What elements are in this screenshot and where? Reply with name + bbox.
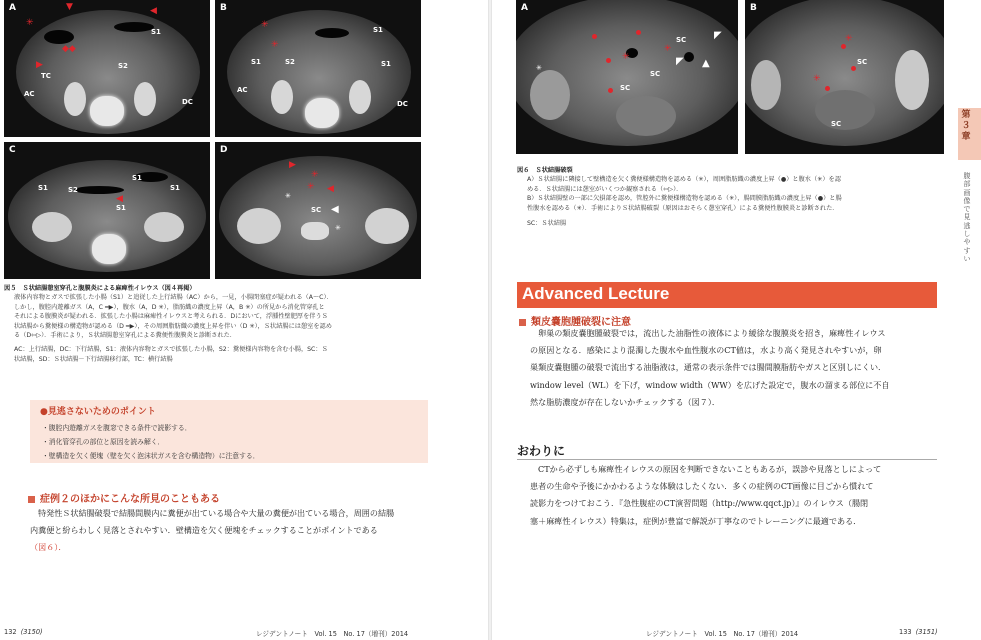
body-line: 特発性Ｓ状結腸破裂で結腸間膜内に糞便が出ている場合や大量の糞便が出ている場合，周囲の結腸 — [38, 508, 395, 518]
point-box-title: ●見逃さないためのポイント — [40, 407, 156, 417]
figure-tag: SC — [650, 70, 661, 78]
conclusion-heading: おわりに — [517, 444, 566, 458]
ct-image-5c — [4, 142, 210, 279]
ct-image-5a — [4, 0, 210, 137]
figure-tag: DC — [397, 100, 408, 108]
figure-tag: AC — [24, 90, 35, 98]
journal-name: レジデントノート Vol. 15 No. 17（増刊）2014 — [256, 630, 409, 638]
arrow-marker: ◀ — [150, 6, 157, 16]
section-bullet-icon — [28, 496, 35, 503]
conclusion-body — [530, 461, 940, 530]
asterisk-marker: ✳ — [813, 74, 821, 84]
figure-tag: SC — [620, 84, 631, 92]
figure-6-caption — [517, 166, 945, 228]
ct-image-6b — [745, 0, 944, 154]
figure-label: B — [750, 3, 757, 13]
caption-abbrev: AC：上行結腸，DC：下行結腸，S1：液体内容物とガスで拡張した小腸，S2：糞便様内容物を含む小腸，SC：Ｓ — [14, 346, 328, 354]
advanced-lecture-title: Advanced Lecture — [522, 284, 670, 303]
asterisk-marker: ✳ — [26, 18, 34, 28]
figure-label: C — [9, 145, 16, 155]
section-heading — [28, 490, 220, 505]
figure-tag: SC — [857, 58, 868, 66]
figure-tag: S1 — [373, 26, 383, 34]
figure-tag: S1 — [116, 204, 126, 212]
section-2-body — [30, 505, 450, 557]
figure-tag: DC — [182, 98, 193, 106]
figure-tag: S1 — [151, 28, 161, 36]
footer-right — [899, 628, 938, 636]
caption-line: 性腹水を認める（✳）．手術によりＳ状結腸破裂（原因はおそらく憩室穿孔）による糞便性腹膜炎と診断された． — [527, 204, 839, 212]
figure-tag: S2 — [285, 58, 295, 66]
arrow-marker: ▼ — [66, 2, 73, 12]
asterisk-marker: ✳ — [311, 170, 319, 180]
figure-6-title: 図６ Ｓ状結腸破裂 — [517, 167, 573, 174]
figure-tag: AC — [237, 86, 248, 94]
ct-image-6a — [516, 0, 738, 154]
section-bullet-icon — [519, 319, 526, 326]
divider — [517, 459, 937, 460]
figure-tag: S1 — [132, 174, 142, 182]
body-line: 然な脂肪濃度が存在しないかチェックする（図７）． — [530, 396, 720, 407]
arrow-marker: ◀ — [327, 184, 334, 194]
journal-name: レジデントノート Vol. 15 No. 17（増刊）2014 — [646, 630, 799, 638]
ct-image-5b — [215, 0, 421, 137]
figure-tag: TC — [41, 72, 51, 80]
body-line: 読影力をつけておこう．『急性腹症のCT演習問題（http://www.qqct.jp）』のイレウス（腸閉 — [530, 498, 869, 509]
diverticulum-arrow: ◤ — [676, 56, 684, 67]
page-number: 133 — [899, 628, 912, 636]
section-title: 症例２のほかにこんな所見のこともある — [40, 494, 220, 505]
chapter-tab — [958, 108, 981, 160]
body-line: 巣類皮嚢胞腫の破裂で流出する油脂液は，通常の表示条件では腸間膜脂肪やガスと区別しにくい． — [530, 362, 887, 373]
asterisk-marker: ✳ — [307, 182, 315, 192]
figure-tag: S1 — [381, 60, 391, 68]
figure-tag: SC — [311, 206, 322, 214]
figure-6-reference: （図６）． — [30, 542, 67, 553]
figure-5-title: 図５ Ｓ状結腸憩室穿孔と腹膜炎による麻痺性イレウス（図４再掲） — [4, 285, 196, 292]
figure-tag: S2 — [68, 186, 78, 194]
caption-line: B）Ｓ状結腸壁の一部に欠損部を認め，管腔外に糞便様構造物を認める（✳），腸間膜脂肪織の濃度上昇（●）と腸 — [527, 195, 842, 203]
figure-5-caption — [4, 284, 434, 364]
figure-label: D — [220, 145, 228, 155]
caption-line: 状結腸から糞便様の構造物が認める（D ━▶），その周囲脂肪織の濃度上昇を伴い（D ✳），Ｓ状結腸には憩室を認め — [14, 322, 332, 330]
footer-left — [4, 628, 43, 636]
body-line: window level（WL）を下げ，window width（WW）を広げた設定で，腹水の溜まる部位に不自 — [530, 379, 890, 390]
caption-line: それによる腹膜炎が疑われる．拡張した小腸は麻痺性イレウスと考えられる．Dにおいて，浮腫性壁肥厚を伴うＳ — [14, 313, 328, 321]
asterisk-marker: ✳ — [536, 64, 542, 72]
body-line: CTから必ずしも麻痺性イレウスの原因を判断できないこともあるが，誤診や見落としによって — [538, 464, 882, 474]
figure-tag: SC — [676, 36, 687, 44]
caption-abbrev: SC：Ｓ状結腸 — [527, 220, 567, 228]
caption-line: る（D⇦▷）．手術により，Ｓ状結腸憩室穿孔による糞便性腹膜炎と診断された． — [14, 332, 236, 340]
ct-image-5d — [215, 142, 421, 279]
figure-tag: SC — [831, 120, 842, 128]
caption-line: める．Ｓ状結腸には憩室がいくつか観察される（⇦▷）． — [527, 185, 683, 193]
point-item: ・消化管穿孔の部位と原因を読み解く． — [42, 438, 165, 446]
figure-tag: S2 — [118, 62, 128, 70]
figure-tag: S1 — [170, 184, 180, 192]
figure-label: A — [521, 3, 528, 13]
body-line: 塞＋麻痺性イレウス）特集は，症例が豊富で解説が丁寧なのでトレーニングに最適である． — [530, 515, 862, 526]
asterisk-marker: ✳ — [664, 44, 672, 54]
asterisk-marker: ✳ — [335, 224, 341, 232]
advanced-subtitle: 類皮嚢胞腫破裂に注意 — [531, 317, 631, 328]
body-line: 卵巣の類皮嚢胞腫破裂では，流出した油脂性の液体により緩徐な腹膜炎を招き，麻痺性イレウス — [538, 328, 886, 338]
point-box-body — [30, 417, 428, 463]
page-ref: (3150) — [20, 628, 43, 636]
asterisk-marker: ✳ — [845, 34, 853, 44]
caption-line: A）Ｓ状結腸に隣接して壁構造を欠く糞便様構造物を認める（✳），周囲脂肪織の濃度上昇（●）と腹水（✳）を認 — [527, 176, 841, 184]
asterisk-marker: ✳ — [622, 52, 630, 62]
point-item: ・腹腔内遊離ガスを腹窓できる条件で読影する． — [42, 424, 192, 432]
diverticulum-arrow: ▲ — [702, 58, 710, 69]
arrow-marker: ◆◆ — [62, 44, 76, 54]
arrow-marker: ▶ — [36, 60, 43, 70]
diverticulum-arrow: ◤ — [714, 30, 722, 41]
figure-label: A — [9, 3, 16, 13]
body-line: 患者の生命や予後にかかわるような体験はしたくない．多くの症例のCT画像に目ごから慣れて — [530, 481, 874, 492]
figure-tag: S1 — [38, 184, 48, 192]
caption-abbrev: 状結腸，SD：Ｓ状結腸－下行結腸移行部，TC：横行結腸 — [14, 355, 173, 363]
arrow-marker: ◀ — [116, 194, 123, 204]
advanced-lecture-banner — [517, 282, 937, 308]
asterisk-marker: ✳ — [285, 192, 291, 200]
body-line: 内糞便と紛らわしく見落とされやすい．壁構造を欠く便塊をチェックすることがポイントである — [30, 525, 378, 536]
asterisk-marker: ✳ — [271, 40, 279, 50]
point-item: ・壁構造を欠く便塊（壁を欠く泡沫状ガスを含む構造物）に注意する． — [42, 452, 260, 460]
diverticulum-arrow: ◀ — [331, 204, 339, 215]
body-line: の原因となる．感染により混濁した腹水や血性腹水のCT値は，水より高く発見されやすいが，卵 — [530, 345, 882, 356]
left-page — [0, 0, 488, 640]
advanced-body — [530, 325, 940, 411]
caption-line: しかし，腹腔内遊離ガス（A，C ━▶），腹水（A，D ✳），脂肪織の濃度上昇（A，B ✳）の所見から消化管穿孔と — [14, 303, 325, 311]
asterisk-marker: ✳ — [261, 20, 269, 30]
chapter-label: 第３章 — [961, 110, 971, 142]
figure-tag: S1 — [251, 58, 261, 66]
caption-line: 液体内容物とガスで拡張した小腸（S1）と追従した上行結腸（AC）から，一見，小腸閉塞症が疑われる（A〜C）． — [14, 294, 333, 302]
page-number: 132 — [4, 628, 17, 636]
chapter-title: 腹部画像で見逃しやすい — [963, 172, 971, 263]
figure-label: B — [220, 3, 227, 13]
arrow-marker: ▶ — [289, 160, 296, 170]
page-ref: (3151) — [915, 628, 938, 636]
